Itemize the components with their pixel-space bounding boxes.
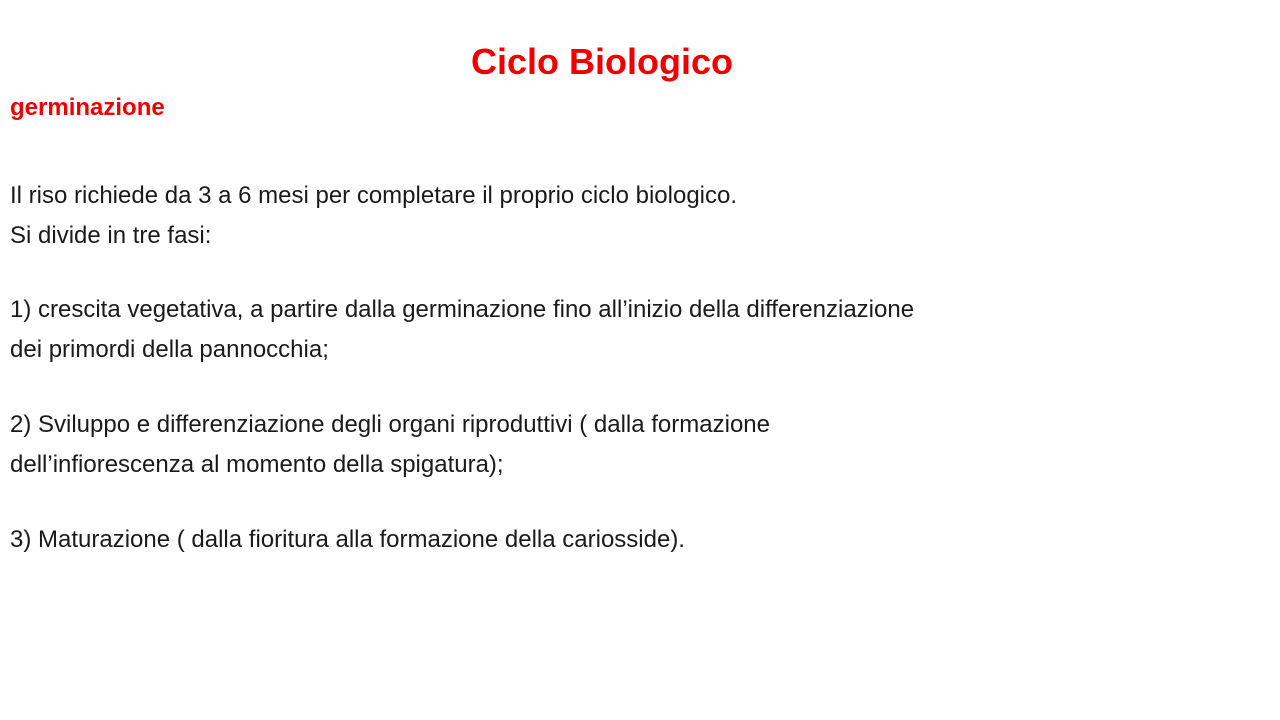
phase-2-line-1: 2) Sviluppo e differenziazione degli organi riproduttivi ( dalla formazione (10, 411, 770, 438)
phase-1-line-1: 1) crescita vegetativa, a partire dalla germinazione fino all’inizio della differenziazione (10, 296, 915, 323)
intro-line: Il riso richiede da 3 a 6 mesi per completare il proprio ciclo biologico. (10, 182, 738, 209)
phase-1-line-2: dei primordi della pannocchia; (10, 336, 329, 363)
phases-intro-line: Si divide in tre fasi: (10, 222, 212, 249)
phase-2-line-2: dell’infiorescenza al momento della spigatura); (10, 451, 504, 478)
phase-3-line: 3) Maturazione ( dalla fioritura alla formazione della cariosside). (10, 526, 685, 553)
slide-subtitle: germinazione (10, 94, 165, 121)
slide-title: Ciclo Biologico (470, 41, 733, 82)
